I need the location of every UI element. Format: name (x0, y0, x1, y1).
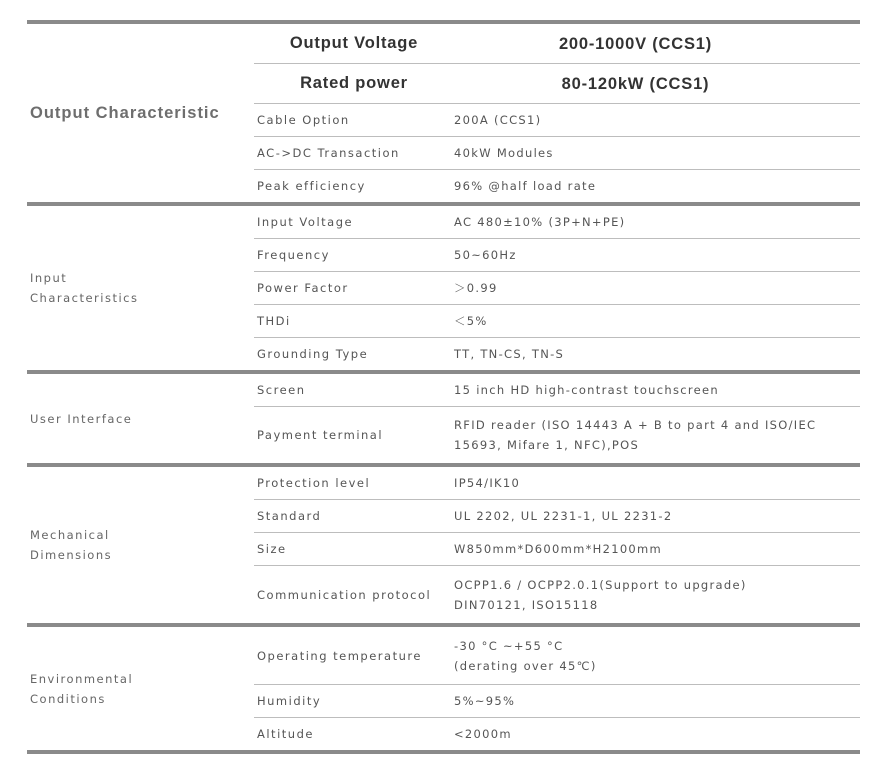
spec-value: <2000m (454, 727, 512, 741)
spec-key: Frequency (257, 248, 330, 262)
spec-key: AC->DC Transaction (257, 146, 400, 160)
spec-value: ＞0.99 (454, 281, 498, 295)
spec-value: 15 inch HD high-contrast touchscreen (454, 383, 719, 397)
spec-value: UL 2202, UL 2231-1, UL 2231-2 (454, 509, 673, 523)
spec-value: AC 480±10% (3P+N+PE) (454, 215, 626, 229)
spec-key: Size (257, 542, 287, 556)
spec-value: RFID reader (ISO 14443 A + B to part 4 and ISO/IEC 15693, Mifare 1, NFC),POS (454, 418, 817, 452)
spec-value: ＜5% (454, 314, 488, 328)
spec-value: W850mm*D600mm*H2100mm (454, 542, 663, 556)
section-input-characteristics (27, 202, 860, 370)
spec-row (254, 627, 860, 684)
section-output-characteristic (27, 20, 860, 202)
spec-value: 5%~95% (454, 694, 516, 708)
spec-value: IP54/IK10 (454, 476, 521, 490)
spec-key: Protection level (257, 476, 371, 490)
section-label: Mechanical Dimensions (30, 528, 113, 562)
spec-row (254, 467, 860, 499)
spec-row (254, 238, 860, 271)
spec-row (254, 136, 860, 169)
spec-key: Communication protocol (257, 587, 432, 602)
spec-row (254, 684, 860, 717)
spec-key: Power Factor (257, 281, 349, 295)
spec-row (254, 337, 860, 370)
spec-key: Peak efficiency (257, 179, 366, 193)
spec-value: 50~60Hz (454, 248, 517, 262)
spec-key: Output Voltage (289, 34, 419, 52)
spec-row (254, 271, 860, 304)
spec-row (254, 103, 860, 136)
spec-row (254, 304, 860, 337)
spec-key: Input Voltage (257, 215, 354, 229)
spec-key: Grounding Type (257, 347, 369, 361)
section-label: Environmental Conditions (30, 671, 134, 706)
section-mechanical-dimensions (27, 463, 860, 623)
spec-key: Cable Option (257, 113, 350, 127)
spec-head-row (254, 24, 860, 63)
spec-row (254, 169, 860, 202)
spec-key: Operating temperature (257, 648, 422, 663)
spec-row (254, 717, 860, 750)
spec-value: 40kW Modules (454, 146, 554, 160)
spec-head-row (254, 63, 860, 103)
spec-key: Rated power (300, 74, 408, 92)
spec-row (254, 532, 860, 565)
section-label: Input Characteristics (30, 271, 139, 305)
spec-value: OCPP1.6 / OCPP2.0.1(Support to upgrade) DIN70121, ISO15118 (454, 577, 747, 612)
spec-value: -30 °C ~+55 °C (derating over 45℃) (454, 638, 597, 673)
spec-table (27, 20, 860, 754)
spec-value: TT, TN-CS, TN-S (454, 347, 565, 361)
spec-key: THDi (257, 314, 291, 328)
spec-row (254, 206, 860, 238)
spec-row (254, 374, 860, 406)
spec-key: Altitude (257, 727, 314, 741)
spec-value: 80-120kW (CCS1) (561, 74, 710, 93)
spec-value: 200A (CCS1) (454, 113, 542, 127)
section-user-interface (27, 370, 860, 463)
spec-value: 200-1000V (CCS1) (558, 34, 713, 53)
spec-key: Standard (257, 509, 322, 523)
spec-row (254, 499, 860, 532)
section-label: Output Characteristic (30, 104, 220, 122)
section-environmental-conditions (27, 623, 860, 754)
spec-key: Payment terminal (257, 428, 384, 442)
spec-row (254, 565, 860, 623)
spec-value: 96% @half load rate (454, 179, 597, 193)
spec-key: Humidity (257, 694, 322, 708)
section-label: User Interface (30, 411, 133, 426)
spec-row (254, 406, 860, 463)
spec-key: Screen (257, 383, 306, 397)
